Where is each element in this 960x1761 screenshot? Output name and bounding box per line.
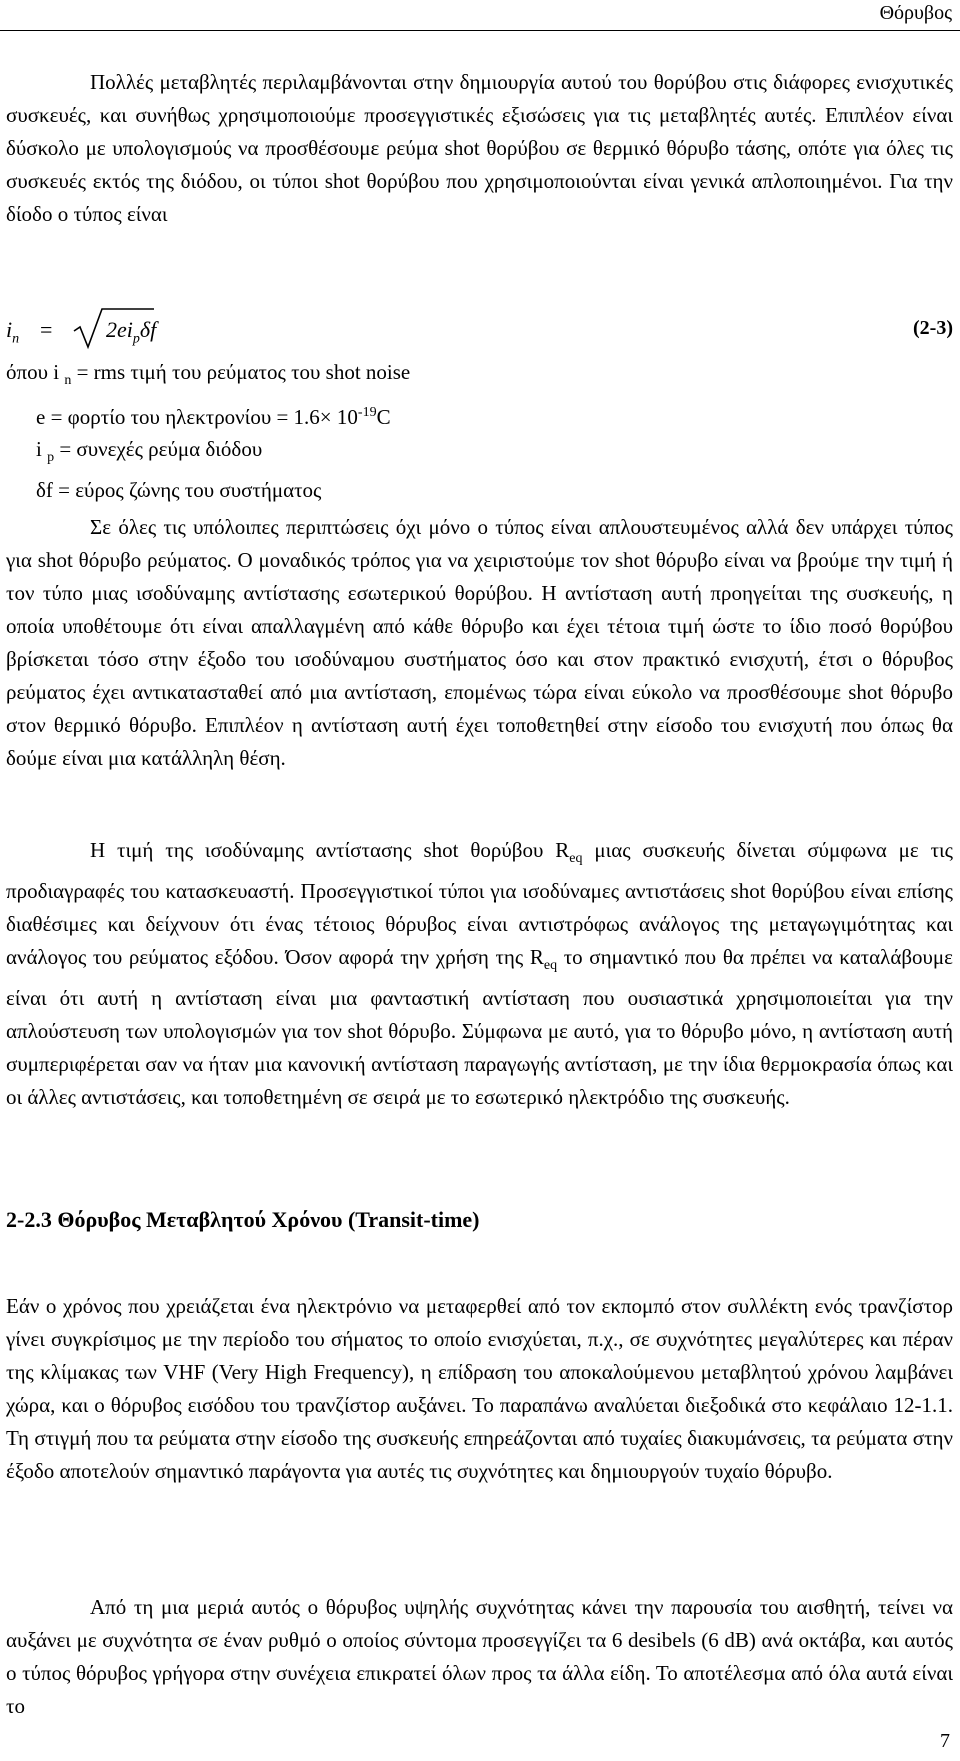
definition-text: e = φορτίο του ηλεκτρονίου = 1.6× 10 bbox=[36, 405, 358, 430]
definition-row bbox=[6, 397, 410, 433]
running-header: Θόρυβος bbox=[879, 2, 952, 24]
req-subscript: eq bbox=[543, 958, 558, 974]
definition-text: i bbox=[36, 437, 48, 462]
equation-lhs bbox=[6, 317, 19, 347]
definition-row bbox=[6, 433, 410, 474]
definition-row bbox=[6, 356, 410, 397]
page-number: 7 bbox=[940, 1730, 950, 1752]
definition-text: C bbox=[376, 405, 391, 430]
radicand-sub: p bbox=[132, 331, 140, 347]
req-subscript: eq bbox=[569, 851, 583, 867]
paragraph-equivalent-resistance bbox=[6, 834, 953, 1114]
radicand-part-b: δf bbox=[139, 317, 157, 342]
definition-text: δf = εύρος ζώνης του συστήματος bbox=[36, 478, 322, 503]
definition-text: = συνεχές ρεύμα διόδου bbox=[54, 437, 263, 462]
equation-2-3 bbox=[6, 305, 953, 355]
definition-text: όπου i bbox=[6, 360, 65, 384]
definition-sub: n bbox=[64, 373, 72, 389]
intro-paragraph: Πολλές μεταβλητές περιλαμβάνονται στην δημιουργία αυτού του θορύβου στις διάφορες ενισχυτικές συσκευές, και συνήθως χρησιμοποιούμε προσεγγιστικές εξισώσεις για τις μεταβλητές αυτές. Επιπλέον είναι δύσκολο με υπολογισμούς να προσθέσουμε ρεύμα shot θορύβου σε θερμικό θόρυβο τάσης, οπότε για όλες τις συσκευές εκτός της διόδου, οι τύποι shot θορύβου που χρησιμοποιούνται είναι γενικά απλοποιημένοι. Για την δίοδο ο τύπος είναι bbox=[6, 70, 953, 226]
equation-equals: = bbox=[40, 317, 53, 342]
paragraph-text: το σημαντικό που θα πρέπει να καταλάβουμε είναι ότι αυτή η αντίσταση είναι μια φανταστική αντίσταση που ουσιαστικά χρησιμοποιείται για την απλούστευση των υπολογισμών για τον shot θόρυβο. Σύμφωνα με αυτό, για το θόρυβο μόνο, η αντίσταση αυτή συμπεριφέρεται σαν να ήταν μια κανονική αντίσταση παραγωγής αντίσταση, με την ίδια θερμοκρασία όπως και οι άλλες αντιστάσεις, και τοποθετημένη σε σειρά με το εσωτερικό ηλεκτρόδιο της συσκευής. bbox=[6, 945, 953, 1110]
paragraph-text: μιας συσκευής δίνεται σύμφωνα με τις προδιαγραφές του κατασκευαστή. Προσεγγιστικοί τύποι για ισοδύναμες αντιστάσεις shot θορύβου είναι επίσης διαθέσιμες και δείχνουν ότι ένας τέτοιος θόρυβος είναι αντιστρόφως ανάλογος της μεταγωγιμότητας και ανάλογος του ρεύματος εξόδου. Όσον αφορά την χρήση της R bbox=[6, 838, 953, 970]
paragraph-transit-time: Εάν ο χρόνος που χρειάζεται ένα ηλεκτρόνιο να μεταφερθεί από τον εκπομπό στον συλλέκτη ενός τρανζίστορ γίνει συγκρίσιμος με την περίοδο του σήματος το οποίο ενισχύεται, π.χ., σε συχνότητες μεγαλύτερες και πέραν της κλίμακας των VHF (Very High Frequency), η επίδραση του αποκαλούμενου μεταβλητού χρόνου λαμβάνει χώρα, και ο θόρυβος εισόδου του τρανζίστορ αυξάνει. Το παραπάνω αναλύεται διεξοδικά στο κεφάλαιο 12-1.1. Τη στιγμή που τα ρεύματα στην είσοδο της συσκευής επηρεάζονται από τυχαίες διακυμάνσεις, τα ρεύματα στην έξοδο αποτελούν σημαντικό παράγοντα για αυτές τις συχνότητες και δημιουργούν τυχαίο θόρυβο. bbox=[6, 1294, 953, 1483]
paragraph-high-frequency: Από τη μια μεριά αυτός ο θόρυβος υψηλής συχνότητας κάνει την παρουσία του αισθητή, τείνει να αυξάνει με συχνότητα σε έναν ρυθμό ο οποίος σύντομα προσεγγίζει τα 6 desibels (6 dB) ανά οκτάβα, και αυτός ο τύπος θόρυβος γρήγορα στην συνέχεια επικρατεί όλων προς τα άλλα είδη. Το αποτέλεσμα από όλα αυτά είναι το bbox=[6, 1595, 953, 1718]
equation-number: (2-3) bbox=[913, 317, 953, 339]
section-heading: 2-2.3 Θόρυβος Μεταβλητού Χρόνου (Transit-time) bbox=[6, 1207, 480, 1232]
equation-lhs-sub: n bbox=[12, 331, 20, 347]
definition-sup: -19 bbox=[357, 405, 377, 421]
paragraph-text: Η τιμή της ισοδύναμης αντίστασης shot θορύβου R bbox=[90, 838, 570, 862]
definition-sub: p bbox=[47, 450, 55, 466]
radicand-part-a: 2ei bbox=[106, 317, 133, 342]
header-rule bbox=[0, 30, 960, 31]
equation-lhs-var: i bbox=[6, 317, 13, 342]
paragraph-shot-noise: Σε όλες τις υπόλοιπες περιπτώσεις όχι μόνο ο τύπος είναι απλουστευμένος αλλά δεν υπάρχει τύπος για shot θόρυβο ρεύματος. Ο μοναδικός τρόπος για να χειριστούμε τον shot θόρυβο είναι να βρούμε την τιμή ή τον τύπο μιας ισοδύναμης αντίστασης εσωτερικού θορύβου. Η αντίσταση αυτή προηγείται της συσκευής, η οποία υποθέτουμε ότι είναι απαλλαγμένη από κάθε θόρυβο και έχει τέτοια τιμή ώστε το ίδιο ποσό θορύβου βρίσκεται τόσο στην έξοδο του ισοδύναμου συστήματος όσο και στον πρακτικό ενισχυτή, έτσι ο θόρυβος ρεύματος έχει αντικατασταθεί από μια αντίσταση, επομένως τώρα είναι εύκολο να προσθέσουμε shot θόρυβο στον θερμικό θόρυβο. Επιπλέον η αντίσταση αυτή έχει τοποθετηθεί στην είσοδο του ενισχυτή που όπως θα δούμε είναι μια κατάλληλη θέση. bbox=[6, 515, 953, 770]
definition-row bbox=[6, 474, 410, 506]
definitions-list bbox=[6, 356, 410, 506]
equation-radicand bbox=[106, 317, 156, 347]
definition-text: = rms τιμή του ρεύματος του shot noise bbox=[71, 360, 411, 384]
